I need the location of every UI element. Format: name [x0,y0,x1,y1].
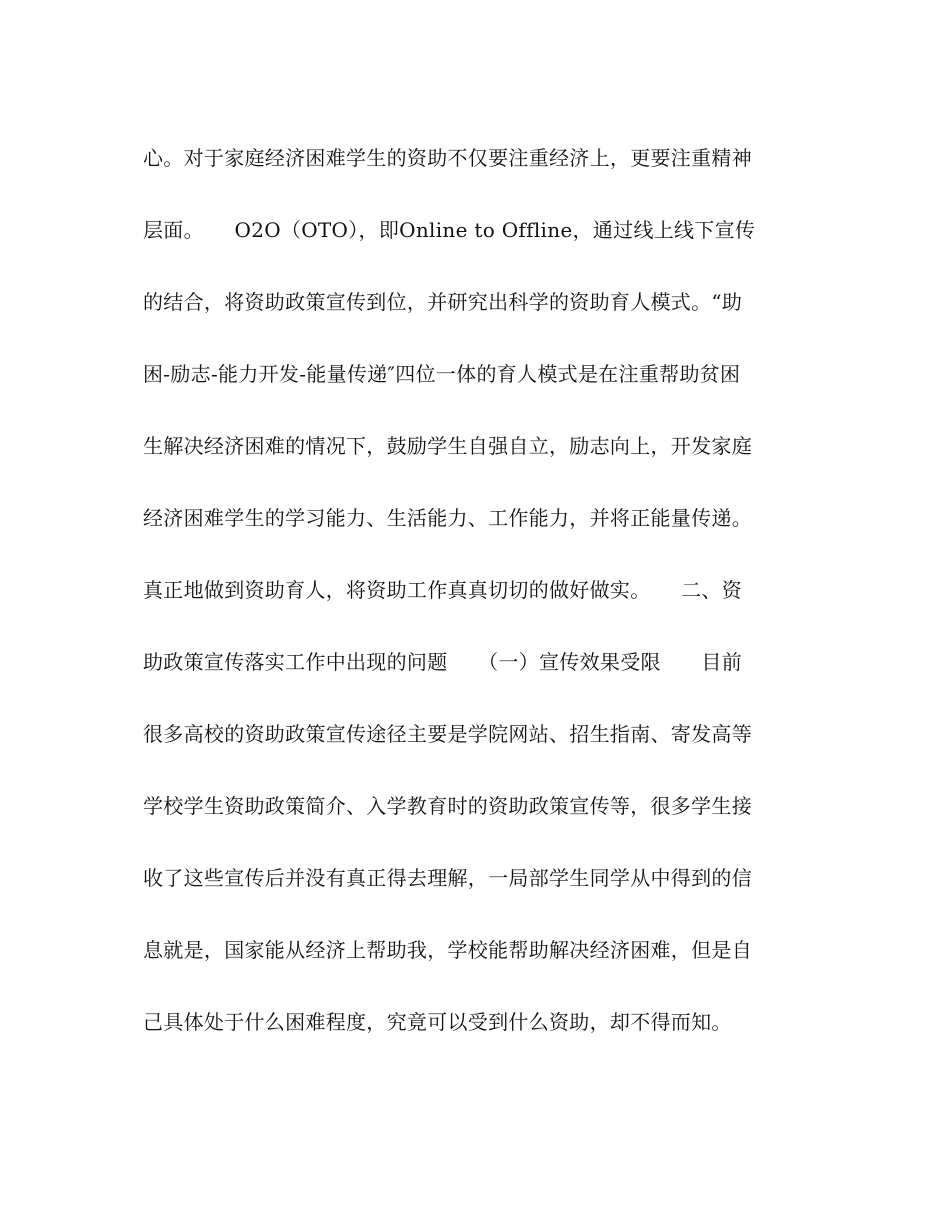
text-line: 层面。 O2O（OTO），即Online to Offline，通过线上线下宣传 [143,218,756,242]
text-line: 的结合，将资助政策宣传到位，并研究出科学的资助育人模式。“助 [143,290,743,314]
text-line: 生解决经济困难的情况下，鼓励学生自强自立，励志向上，开发家庭 [143,434,752,458]
text-line: 心。对于家庭经济困难学生的资助不仅要注重经济上，更要注重精神 [143,146,752,170]
text-line: 收了这些宣传后并没有真正得去理解，一局部学生同学从中得到的信 [143,866,752,890]
text-line: 真正地做到资助育人，将资助工作真真切切的做好做实。 二、资 [143,578,742,602]
text-line: 学校学生资助政策简介、入学教育时的资助政策宣传等，很多学生接 [143,794,752,818]
text-line: 困-励志-能力开发-能量传递″四位一体的育人模式是在注重帮助贫困 [143,362,741,386]
text-line: 很多高校的资助政策宣传途径主要是学院网站、招生指南、寄发高等 [143,722,752,746]
text-line: 经济困难学生的学习能力、生活能力、工作能力，并将正能量传递。 [143,506,752,530]
text-line: 己具体处于什么困难程度，究竟可以受到什么资助，却不得而知。 [143,1010,732,1034]
text-line: 息就是，国家能从经济上帮助我，学校能帮助解决经济困难，但是自 [143,938,752,962]
text-line: 助政策宣传落实工作中出现的问题 （一）宣传效果受限 目前 [143,650,742,674]
body-text [143,135,813,1071]
